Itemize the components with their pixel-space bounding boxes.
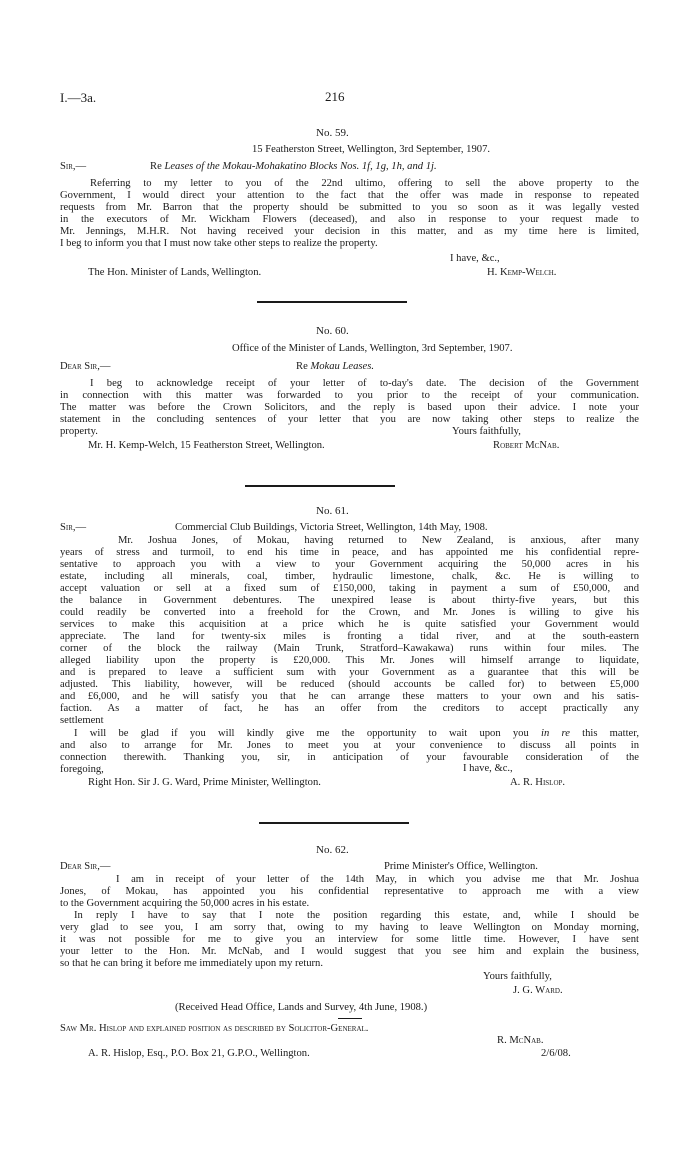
- subject: Mokau Leases.: [310, 361, 374, 372]
- body-line: could readily be converted into a freehold for the Crown, and Mr. Jones is willing to give his: [60, 607, 639, 618]
- body-line: I beg to acknowledge receipt of your letter of to-day's date. The decision of the Government: [90, 378, 639, 389]
- salutation: Sir,—: [60, 522, 87, 533]
- body-line: I will be glad if you will kindly give me the opportunity to wait upon you in re this matter,: [74, 728, 639, 739]
- body-line: corner of the block the railway (Main Trunk, Stratford–Kawakawa) runs within four miles. The: [60, 643, 639, 654]
- body-line: I am in receipt of your letter of the 14th May, in which you advise me that Mr. Joshua: [116, 874, 639, 885]
- page-series: I.—3a.: [60, 90, 97, 105]
- body-line: and is prepared to leave a sufficient sum with your Government as a guarantee that this will be: [60, 667, 639, 678]
- minute-text: Saw Mr. Hislop and explained position as described by Solicitor-General.: [60, 1023, 369, 1034]
- addressee: Mr. H. Kemp-Welch, 15 Featherston Street, Wellington.: [88, 440, 325, 451]
- letter-address: Office of the Minister of Lands, Wellington, 3rd September, 1907.: [232, 343, 513, 354]
- body-line: settlement: [60, 715, 104, 726]
- signature: R. McNab.: [497, 1035, 544, 1046]
- signature: A. R. Hislop.: [510, 777, 566, 788]
- divider: [257, 301, 407, 303]
- body-line: Mr. Joshua Jones, of Mokau, having returned to New Zealand, is anxious, after many: [118, 535, 639, 546]
- body-line: adjusted. This liability, however, will be reduced (should accounts be called for) to between £5,000: [60, 679, 639, 690]
- letter-number: No. 59.: [316, 127, 349, 139]
- body-line: years of stress and turmoil, to end his time in peace, and has appointed me his confidential repre-: [60, 547, 639, 558]
- letter-number: No. 60.: [316, 325, 349, 337]
- body-line: The matter was before the Crown Solicitors, and the reply is based upon their advice. I note your: [60, 402, 639, 413]
- divider: [245, 485, 395, 487]
- received-stamp: (Received Head Office, Lands and Survey, 4th June, 1908.): [175, 1002, 428, 1013]
- subject-prefix: Re: [150, 161, 162, 172]
- letter-address: Prime Minister's Office, Wellington.: [384, 861, 538, 872]
- body-line: sentative to approach you with a view to your Government acquiring the 50,000 acres in his: [60, 559, 639, 570]
- body-line: Government, I would direct your attention to the fact that the offer was made in response to repeated: [60, 190, 639, 201]
- signature: H. Kemp-Welch.: [487, 267, 557, 278]
- body-line: Mr. Jennings, M.H.R. Not having received your decision in this matter, and as my time here is limited,: [60, 226, 639, 237]
- subject-line: [296, 361, 374, 373]
- subject-prefix: Re: [296, 361, 308, 372]
- closing: Yours faithfully,: [483, 971, 552, 982]
- closing: I have, &c.,: [463, 763, 513, 774]
- body-line: I beg to inform you that I must now take other steps to realize the property.: [60, 238, 378, 249]
- salutation: Sir,—: [60, 161, 87, 172]
- body-line: in the executors of Mr. Wickham Flowers (deceased), and also in response to your request made to: [60, 214, 639, 225]
- letter-number: No. 62.: [316, 844, 349, 856]
- signature: J. G. Ward.: [513, 985, 563, 996]
- body-line: faction. As a matter of fact, he has an offer from the creditors to accept practically any: [60, 703, 639, 714]
- body-line: it was not possible for me to give you an interview for some little time. However, I have sent: [60, 934, 639, 945]
- body-line: and £6,000, and he will satisfy you that he can arrange these matters to your own and his satis-: [60, 691, 639, 702]
- body-line: in connection with this matter was forwarded to you prior to the receipt of your communication.: [60, 390, 639, 401]
- body-line: the balance in Government debentures. The unexpired lease is about thirty-five years, but this: [60, 595, 639, 606]
- body-line: property.: [60, 426, 98, 437]
- page-number: 216: [325, 89, 345, 104]
- body-line: statement in the concluding sentences of your letter that you are now taking other steps to realize the: [60, 414, 639, 425]
- body-line: connection therewith. Thanking you, sir, in anticipation of your favourable consideration of the: [60, 752, 639, 763]
- body-line: and also to arrange for Mr. Jones to meet you at your convenience to discuss all points in: [60, 740, 639, 751]
- closing: Yours faithfully,: [452, 426, 521, 437]
- addressee: Right Hon. Sir J. G. Ward, Prime Minister, Wellington.: [88, 777, 321, 788]
- body-line: so that he can bring it before me immediately upon my return.: [60, 958, 324, 969]
- minute-date: 2/6/08.: [541, 1048, 571, 1059]
- body-line: your letter to the Hon. Mr. McNab, and I would suggest that you see him and explain the business,: [60, 946, 639, 957]
- body-line: appreciate. The land for twenty-six miles is fronting a tidal river, and at the south-eastern: [60, 631, 639, 642]
- body-line: In reply I have to say that I note the position regarding this estate, and, while I should be: [74, 910, 639, 921]
- in-re: in re: [541, 728, 570, 739]
- body-line: foregoing,: [60, 764, 104, 775]
- body-line: requests from Mr. Barron that the property should be submitted to you so soon as it was legally vested: [60, 202, 639, 213]
- letter-number: No. 61.: [316, 505, 349, 517]
- body-line: to the Government acquiring the 50,000 acres in his estate.: [60, 898, 310, 909]
- body-line: alleged liability upon the property is £20,000. This Mr. Jones will himself arrange to liquidate,: [60, 655, 639, 666]
- body-line: Jones, of Mokau, has appointed you his confidential representative to approach me with a view: [60, 886, 639, 897]
- addressee: The Hon. Minister of Lands, Wellington.: [88, 267, 262, 278]
- subject: Leases of the Mokau-Mohakatino Blocks Nos. 1f, 1g, 1h, and 1j.: [164, 161, 437, 172]
- body-line: Referring to my letter to you of the 22nd ultimo, offering to sell the above property to the: [90, 178, 639, 189]
- short-divider: [338, 1018, 362, 1019]
- body-line: very glad to see you, I am sorry that, owing to my having to leave Wellington on Monday morning,: [60, 922, 639, 933]
- body-line: estate, including all minerals, coal, timber, hydraulic limestone, chalk, &c. He is willing to: [60, 571, 639, 582]
- closing: I have, &c.,: [450, 253, 500, 264]
- letter-address: Commercial Club Buildings, Victoria Street, Wellington, 14th May, 1908.: [175, 522, 488, 533]
- body-line: accept valuation or sell at a fixed sum of £150,000, taking in payment a sum of £50,000, and: [60, 583, 639, 594]
- body-line: services to make this acquisition at a price which he is quite satisfied your Government would: [60, 619, 639, 630]
- signature: Robert McNab.: [493, 440, 560, 451]
- addressee: A. R. Hislop, Esq., P.O. Box 21, G.P.O., Wellington.: [88, 1048, 310, 1059]
- divider: [259, 822, 409, 824]
- salutation: Dear Sir,—: [60, 861, 111, 872]
- letter-address: 15 Featherston Street, Wellington, 3rd September, 1907.: [252, 144, 491, 155]
- subject-line: [150, 161, 437, 173]
- salutation: Dear Sir,—: [60, 361, 111, 372]
